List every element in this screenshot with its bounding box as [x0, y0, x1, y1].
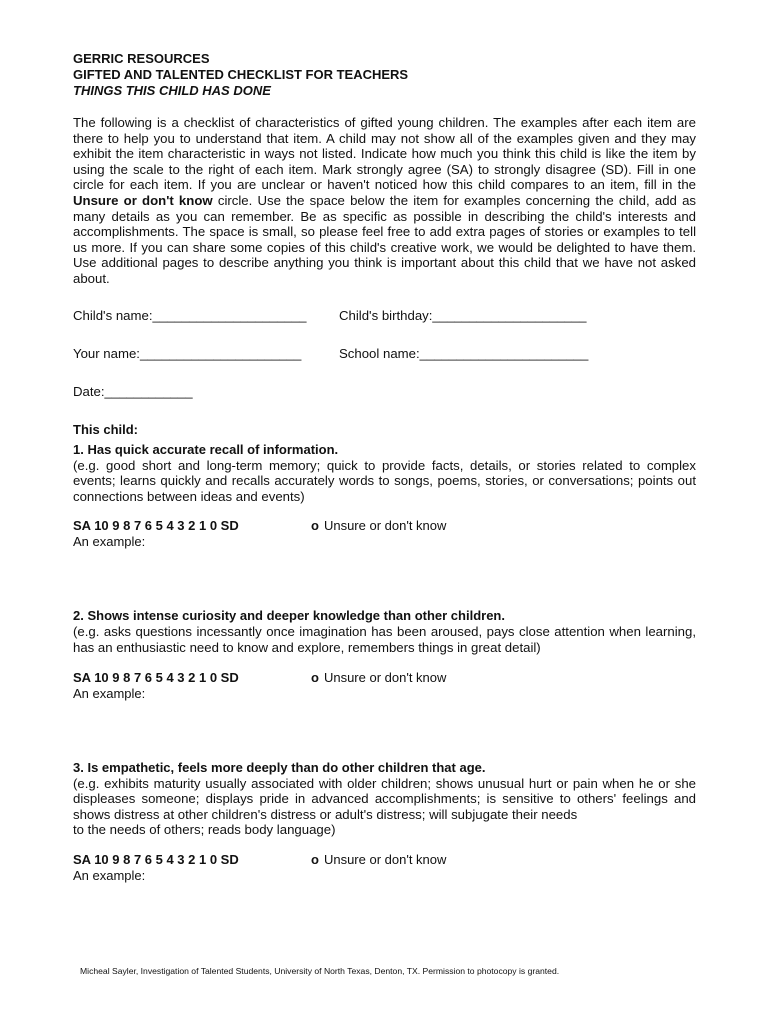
checklist-item-1 — [73, 442, 696, 551]
resource-heading: GERRIC RESOURCES — [73, 51, 210, 66]
item-2-unsure-option[interactable] — [311, 670, 446, 686]
school-name-field[interactable]: School name:_______________________ — [339, 345, 589, 361]
item-1-description: (e.g. good short and long-term memory; quick to provide facts, details, or stories related to complex events; learns quickly and recalls accurately words to songs, poems, stories, or conversations; points out connections between ideas and events) — [73, 457, 696, 504]
childs-birthday-field[interactable]: Child's birthday:_____________________ — [339, 307, 587, 323]
name-birthday-row — [73, 308, 696, 324]
item-2-rating-scale[interactable]: SA 10 9 8 7 6 5 4 3 2 1 0 SD — [73, 669, 239, 685]
checklist-title: GIFTED AND TALENTED CHECKLIST FOR TEACHERS — [73, 67, 409, 82]
checklist-item-3 — [73, 760, 696, 884]
your-name-field[interactable]: Your name:______________________ — [73, 345, 302, 361]
unsure-circle-icon[interactable]: o — [311, 518, 319, 534]
unsure-label: Unsure or don't know — [323, 669, 447, 685]
checklist-page — [73, 51, 696, 884]
checklist-item-2 — [73, 608, 696, 701]
instructions-text-end: circle. Use the space below the item for examples concerning the child, add as many details as you can remember. Be as specific as possible in describing the child's interests and accomplishments. The space is small, so please feel free to add extra pages of stories or examples to tell us more. If you can share some copies of this child's creative work, we would be delighted to have them. Use additional pages to describe anything you think is important about this child that we have not asked about. — [73, 192, 696, 286]
instructions-bold-unsure: Unsure or don't know — [73, 192, 213, 208]
item-2-example-label: An example: — [73, 685, 146, 701]
item-1-title: 1. Has quick accurate recall of information. — [73, 441, 339, 457]
your-name-school-row — [73, 346, 696, 362]
childs-name-field[interactable]: Child's name:_____________________ — [73, 307, 307, 323]
item-2-rating-row — [73, 670, 696, 686]
date-field[interactable]: Date:____________ — [73, 383, 193, 399]
date-row — [73, 384, 696, 400]
instructions-paragraph — [73, 115, 696, 287]
checklist-subtitle: THINGS THIS CHILD HAS DONE — [73, 83, 271, 98]
item-3-rating-scale[interactable]: SA 10 9 8 7 6 5 4 3 2 1 0 SD — [73, 851, 239, 867]
unsure-label: Unsure or don't know — [323, 851, 447, 867]
item-1-example-label: An example: — [73, 534, 146, 550]
copyright-footer: Micheal Sayler, Investigation of Talented Students, University of North Texas, Denton, TX. Permission to photocopy is granted. — [80, 966, 560, 976]
unsure-circle-icon[interactable]: o — [311, 851, 319, 867]
unsure-circle-icon[interactable]: o — [311, 669, 319, 685]
unsure-label: Unsure or don't know — [323, 518, 447, 534]
item-3-unsure-option[interactable] — [311, 852, 446, 868]
item-3-example-label: An example: — [73, 867, 146, 883]
this-child-heading: This child: — [73, 421, 138, 437]
item-3-description-continued: to the needs of others; reads body language) — [73, 822, 336, 838]
item-1-rating-scale[interactable]: SA 10 9 8 7 6 5 4 3 2 1 0 SD — [73, 518, 239, 534]
item-2-title: 2. Shows intense curiosity and deeper knowledge than other children. — [73, 608, 505, 624]
item-3-description: (e.g. exhibits maturity usually associated with older children; shows unusual hurt or pain when he or she displeases someone; displays pride in advanced accomplishments; is sensitive to others' feelings and shows distress at other children's distress or adult's distress; will subjugate their needs — [73, 775, 696, 822]
item-1-unsure-option[interactable] — [311, 518, 446, 534]
instructions-text-start: The following is a checklist of characteristics of gifted young children. The examples after each item are there to help you to understand that item. A child may not show all of the examples given and they may exhibit the item characteristic in ways not listed. Indicate how much you think this child is like the item by using the scale to the right of each item. Mark strongly agree (SA) to strongly disagree (SD). Fill in one circle for each item. If you are unclear or haven't noticed how this child compares to an item, fill in the — [73, 115, 696, 193]
item-3-title: 3. Is empathetic, feels more deeply than do other children that age. — [73, 759, 486, 775]
item-1-rating-row — [73, 518, 696, 534]
item-3-rating-row — [73, 852, 696, 868]
item-2-description: (e.g. asks questions incessantly once imagination has been aroused, pays close attention when learning, has an enthusiastic need to know and explore, remembers things in great detail) — [73, 624, 696, 655]
